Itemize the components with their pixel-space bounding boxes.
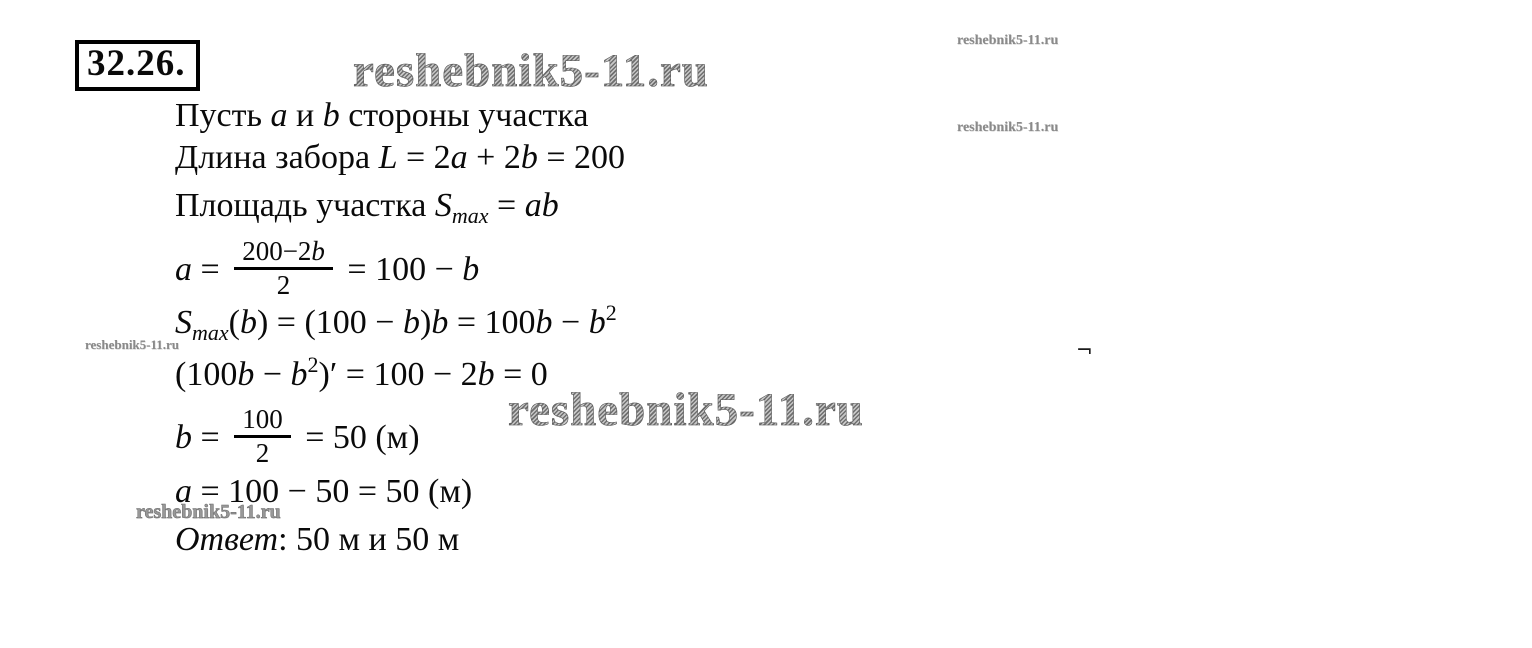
math-var: b (237, 356, 255, 393)
solution-line-4 (175, 236, 480, 304)
fraction (234, 237, 333, 301)
watermark-small-mid-left: reshebnik5-11.ru (85, 337, 180, 352)
math-var: b (588, 304, 606, 341)
math-text: Площадь участка (175, 187, 435, 224)
math-var: a (270, 97, 288, 134)
math-text: = (192, 418, 229, 456)
math-subscript: max (192, 320, 229, 345)
math-text: = 50 (м) (296, 418, 420, 456)
math-var: b (520, 139, 538, 176)
math-var: ab (524, 187, 559, 224)
math-superscript: 2 (307, 352, 319, 377)
math-text: − (254, 356, 291, 393)
solution-line-1 (175, 96, 589, 135)
math-superscript: 2 (605, 300, 617, 325)
fraction-numerator: 100 (234, 405, 291, 438)
solution-line-7 (175, 404, 420, 472)
fraction (234, 405, 291, 469)
math-var: a (450, 139, 468, 176)
math-var: b (290, 356, 308, 393)
solution-line-6 (175, 352, 548, 394)
math-text: и (287, 97, 323, 134)
math-var: b (462, 250, 480, 288)
math-text: 200−2 (242, 236, 312, 266)
math-text: Пусть (175, 97, 271, 134)
math-text: − (552, 304, 589, 341)
math-var: b (322, 97, 340, 134)
answer-label: Ответ (175, 521, 279, 558)
math-var: b (431, 304, 449, 341)
math-var: b (239, 304, 257, 341)
solution-answer-line (175, 520, 459, 559)
solution-line-5 (175, 300, 617, 345)
math-text: + 2 (467, 139, 521, 176)
math-var: L (378, 139, 398, 176)
fraction-denominator: 2 (276, 270, 291, 301)
math-text: ) (419, 304, 432, 341)
solution-line-3 (175, 186, 559, 228)
answer-text: : 50 м и 50 м (278, 521, 460, 558)
watermark-small-top-right-2: reshebnik5-11.ru (957, 120, 1059, 135)
math-var: S (175, 304, 192, 341)
math-text: = 100 (448, 304, 536, 341)
math-var: a (175, 473, 192, 510)
math-var: b (477, 356, 495, 393)
watermark-large-middle: reshebnik5-11.ru (508, 384, 864, 436)
math-text: = 100 − (338, 250, 463, 288)
math-var: S (434, 187, 452, 224)
math-var: b (402, 304, 420, 341)
math-text: (100 (175, 356, 238, 393)
problem-number-box (75, 40, 200, 91)
math-text: = 200 (537, 139, 626, 176)
math-text: стороны участка (339, 97, 589, 134)
math-text: = 0 (494, 356, 548, 393)
math-var: b (175, 418, 192, 456)
math-text: = 2 (397, 139, 451, 176)
watermark-small-top-right-1: reshebnik5-11.ru (957, 33, 1059, 48)
problem-number-label: 32.26. (87, 43, 186, 84)
math-text: = 100 − 50 = 50 (м) (192, 473, 473, 510)
fraction-numerator (234, 237, 333, 270)
math-text: ( (228, 304, 240, 341)
math-var: b (535, 304, 553, 341)
math-text: = (488, 187, 525, 224)
math-subscript: max (451, 203, 489, 228)
math-text: Длина забора (175, 139, 379, 176)
stray-mark: ¬ (1076, 338, 1093, 362)
math-text: ) = (100 − (256, 304, 403, 341)
math-text: = (192, 250, 229, 288)
math-var: b (311, 236, 325, 266)
fraction-denominator: 2 (255, 438, 270, 469)
math-text: )′ = 100 − 2 (318, 356, 478, 393)
solution-line-2 (175, 138, 625, 177)
solution-line-8 (175, 472, 472, 511)
watermark-small-bottom-left: reshebnik5-11.ru (136, 501, 281, 523)
math-var: a (175, 250, 192, 288)
watermark-large-top: reshebnik5-11.ru (353, 45, 709, 97)
